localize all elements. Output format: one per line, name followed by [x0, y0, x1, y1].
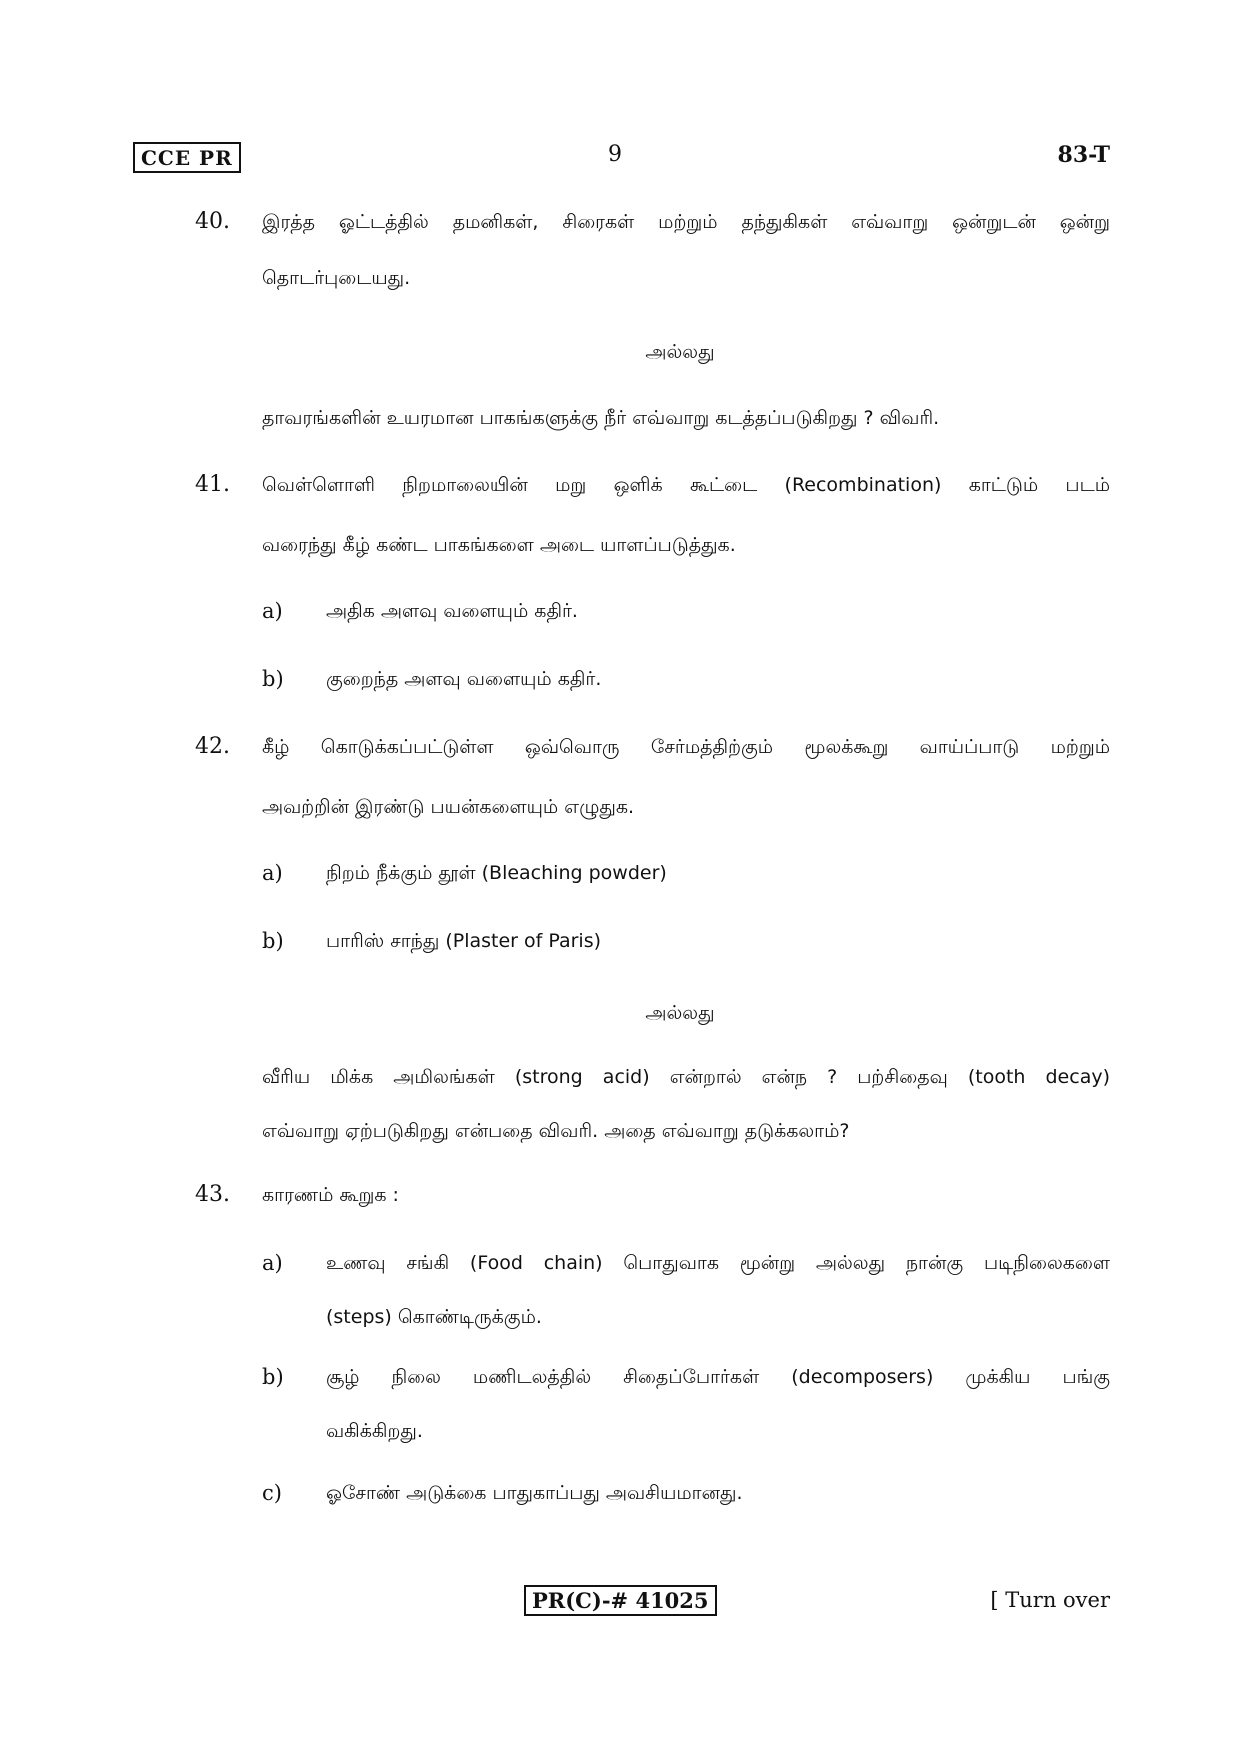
question-43-c-label: c)	[262, 1481, 282, 1505]
question-41-line-2: வரைந்து கீழ் கண்ட பாகங்களை அடை யாளப்படுத்துக.	[262, 534, 736, 556]
question-number-43: 43.	[195, 1182, 230, 1207]
question-41-line-1: வெள்ளொளி நிறமாலையின் மறு ஒளிக் கூட்டை (Recombination) காட்டும் படம்	[262, 474, 1110, 496]
question-41-b-label: b)	[262, 667, 284, 691]
question-43-a-line-1: உணவு சங்கி (Food chain) பொதுவாக மூன்று அல்லது நான்கு படிநிலைகளை	[326, 1252, 1110, 1274]
or-separator-40: அல்லது	[645, 341, 715, 363]
question-number-42: 42.	[195, 734, 230, 759]
question-42-b-label: b)	[262, 929, 284, 953]
page-number: 9	[608, 142, 622, 167]
question-43-b-line-2: வகிக்கிறது.	[326, 1420, 423, 1442]
question-41-a-label: a)	[262, 599, 283, 623]
question-42-b-text: பாரிஸ் சாந்து (Plaster of Paris)	[326, 930, 602, 952]
question-43-b-label: b)	[262, 1365, 284, 1389]
question-43-a-label: a)	[262, 1251, 283, 1275]
question-42-a-text: நிறம் நீக்கும் தூள் (Bleaching powder)	[326, 862, 667, 884]
footer-code-box: PR(C)-# 41025	[524, 1585, 717, 1616]
question-42-alternative-line-2: எவ்வாறு ஏற்படுகிறது என்பதை விவரி. அதை எவ்வாறு தடுக்கலாம்?	[262, 1120, 850, 1142]
question-43-b-line-1: சூழ் நிலை மணிடலத்தில் சிதைப்போர்கள் (decomposers) முக்கிய பங்கு	[326, 1366, 1110, 1388]
header-code-box: CCE PR	[133, 142, 241, 173]
question-number-41: 41.	[195, 472, 230, 497]
question-41-b-text: குறைந்த அளவு வளையும் கதிர்.	[326, 668, 602, 690]
question-40-line-1: இரத்த ஓட்டத்தில் தமனிகள், சிரைகள் மற்றும் தந்துகிகள் எவ்வாறு ஒன்றுடன் ஒன்று	[262, 211, 1110, 233]
question-42-a-label: a)	[262, 861, 283, 885]
question-43-a-line-2: (steps) கொண்டிருக்கும்.	[326, 1306, 542, 1328]
question-number-40: 40.	[195, 209, 230, 234]
question-41-a-text: அதிக அளவு வளையும் கதிர்.	[326, 600, 578, 622]
question-40-line-2: தொடர்புடையது.	[262, 267, 411, 289]
question-42-alternative-line-1: வீரிய மிக்க அமிலங்கள் (strong acid) என்றால் என்ந ? பற்சிதைவு (tooth decay)	[262, 1066, 1110, 1088]
question-42-line-2: அவற்றின் இரண்டு பயன்களையும் எழுதுக.	[262, 796, 635, 818]
or-separator-42: அல்லது	[645, 1002, 715, 1024]
question-43-c-text: ஓசோண் அடுக்கை பாதுகாப்பது அவசியமானது.	[326, 1482, 743, 1504]
turn-over-note: [ Turn over	[990, 1588, 1110, 1612]
question-42-line-1: கீழ் கொடுக்கப்பட்டுள்ள ஒவ்வொரு சேர்மத்திற்கும் மூலக்கூறு வாய்ப்பாடு மற்றும்	[262, 736, 1110, 758]
question-40-alternative: தாவரங்களின் உயரமான பாகங்களுக்கு நீர் எவ்வாறு கடத்தப்படுகிறது ? விவரி.	[262, 407, 940, 429]
question-43-intro: காரணம் கூறுக :	[262, 1184, 399, 1206]
paper-code: 83-T	[1057, 142, 1110, 168]
